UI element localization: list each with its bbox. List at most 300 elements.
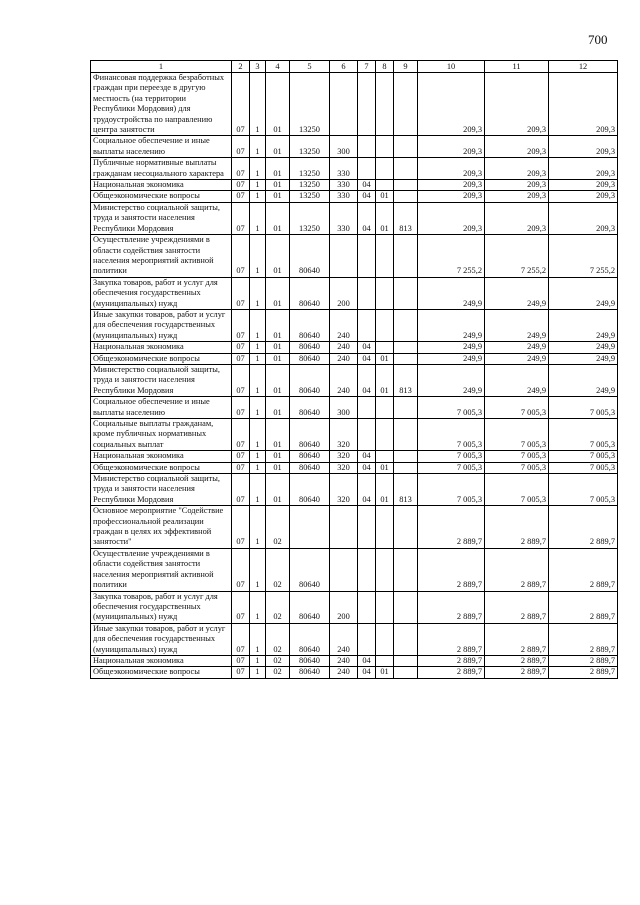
table-cell: 01 (266, 73, 290, 136)
table-cell (376, 235, 394, 278)
table-cell: 249,9 (549, 364, 618, 396)
table-cell: 330 (330, 158, 358, 180)
table-cell: 1 (250, 506, 266, 549)
table-cell (358, 277, 376, 309)
table-row (91, 180, 618, 191)
table-cell: 1 (250, 342, 266, 353)
column-header-12: 12 (549, 61, 618, 73)
table-cell: 04 (358, 191, 376, 202)
table-cell: 249,9 (418, 353, 485, 364)
row-name-cell: Финансовая поддержка безработных граждан при переезде в другую местность (на территории Республики Мордовия) для трудоустройства по направлению центра занятости (91, 73, 232, 136)
table-cell: 813 (394, 474, 418, 506)
table-cell: 240 (330, 364, 358, 396)
table-row (91, 591, 618, 623)
table-cell: 80640 (290, 309, 330, 341)
table-row (91, 364, 618, 396)
table-cell: 7 005,3 (418, 474, 485, 506)
table-cell: 01 (266, 397, 290, 419)
table-cell: 240 (330, 342, 358, 353)
table-cell: 209,3 (485, 73, 549, 136)
table-row (91, 462, 618, 473)
table-cell: 02 (266, 667, 290, 678)
table-cell: 07 (232, 548, 250, 591)
table-cell (358, 73, 376, 136)
table-cell (376, 180, 394, 191)
table-cell: 2 889,7 (418, 548, 485, 591)
table-cell: 80640 (290, 667, 330, 678)
page-number: 700 (588, 32, 608, 47)
table-cell: 7 005,3 (549, 451, 618, 462)
table-cell: 01 (266, 191, 290, 202)
table-cell: 249,9 (418, 364, 485, 396)
table-cell: 1 (250, 397, 266, 419)
table-cell: 04 (358, 202, 376, 234)
table-cell: 04 (358, 462, 376, 473)
table-cell (394, 506, 418, 549)
table-cell: 2 889,7 (485, 667, 549, 678)
table-cell: 80640 (290, 591, 330, 623)
table-row (91, 655, 618, 666)
table-cell: 01 (266, 277, 290, 309)
table-cell: 07 (232, 451, 250, 462)
table-cell (394, 655, 418, 666)
table-cell: 02 (266, 506, 290, 549)
table-cell: 1 (250, 474, 266, 506)
column-header-9: 9 (394, 61, 418, 73)
table-cell: 1 (250, 655, 266, 666)
table-cell: 7 255,2 (485, 235, 549, 278)
table-cell: 02 (266, 623, 290, 655)
table-cell: 320 (330, 419, 358, 451)
table-cell: 209,3 (485, 136, 549, 158)
table-row (91, 623, 618, 655)
table-cell: 330 (330, 191, 358, 202)
table-cell: 07 (232, 353, 250, 364)
table-cell: 07 (232, 364, 250, 396)
table-cell: 7 005,3 (549, 462, 618, 473)
table-row (91, 73, 618, 136)
row-name-cell: Публичные нормативные выплаты гражданам несоциального характера (91, 158, 232, 180)
table-cell: 320 (330, 462, 358, 473)
table-cell: 04 (358, 451, 376, 462)
table-cell: 209,3 (418, 73, 485, 136)
table-cell: 80640 (290, 235, 330, 278)
row-name-cell: Иные закупки товаров, работ и услуг для обеспечения государственных (муниципальных) нужд (91, 309, 232, 341)
table-row (91, 277, 618, 309)
table-cell: 7 005,3 (549, 474, 618, 506)
table-cell: 2 889,7 (485, 623, 549, 655)
table-cell: 7 005,3 (549, 397, 618, 419)
table-row (91, 158, 618, 180)
table-cell: 209,3 (485, 180, 549, 191)
table-cell: 240 (330, 655, 358, 666)
table-cell: 1 (250, 364, 266, 396)
table-cell: 07 (232, 191, 250, 202)
table-cell: 13250 (290, 158, 330, 180)
table-cell (376, 548, 394, 591)
table-cell: 01 (266, 136, 290, 158)
table-cell: 209,3 (549, 191, 618, 202)
table-cell: 209,3 (418, 180, 485, 191)
table-row (91, 191, 618, 202)
row-name-cell: Общеэкономические вопросы (91, 462, 232, 473)
table-cell: 04 (358, 474, 376, 506)
table-cell (358, 623, 376, 655)
table-row (91, 353, 618, 364)
column-header-8: 8 (376, 61, 394, 73)
table-cell: 01 (266, 180, 290, 191)
column-header-11: 11 (485, 61, 549, 73)
table-cell: 240 (330, 309, 358, 341)
table-cell: 7 005,3 (485, 474, 549, 506)
table-row (91, 548, 618, 591)
table-cell: 80640 (290, 419, 330, 451)
table-cell: 13250 (290, 73, 330, 136)
table-cell: 249,9 (485, 309, 549, 341)
table-cell: 01 (376, 667, 394, 678)
row-name-cell: Национальная экономика (91, 342, 232, 353)
table-cell: 80640 (290, 364, 330, 396)
table-cell (394, 342, 418, 353)
column-header-5: 5 (290, 61, 330, 73)
table-cell: 01 (266, 202, 290, 234)
table-cell (376, 451, 394, 462)
table-cell: 7 005,3 (418, 397, 485, 419)
table-cell: 07 (232, 474, 250, 506)
table-cell: 240 (330, 623, 358, 655)
table-cell: 07 (232, 309, 250, 341)
table-cell: 07 (232, 158, 250, 180)
table-cell: 01 (266, 364, 290, 396)
table-cell: 1 (250, 462, 266, 473)
row-name-cell: Осуществление учреждениями в области содействия занятости населения мероприятий активной политики (91, 548, 232, 591)
table-cell: 200 (330, 591, 358, 623)
table-cell: 07 (232, 506, 250, 549)
table-cell: 80640 (290, 474, 330, 506)
table-cell: 249,9 (485, 353, 549, 364)
table-cell (358, 397, 376, 419)
table-cell (376, 342, 394, 353)
table-cell: 07 (232, 342, 250, 353)
table-cell: 80640 (290, 353, 330, 364)
row-name-cell: Общеэкономические вопросы (91, 353, 232, 364)
table-cell: 7 005,3 (549, 419, 618, 451)
table-cell: 249,9 (485, 364, 549, 396)
table-cell: 13250 (290, 191, 330, 202)
table-row (91, 235, 618, 278)
table-cell: 02 (266, 548, 290, 591)
table-cell: 330 (330, 180, 358, 191)
table-cell: 249,9 (418, 342, 485, 353)
table-cell: 1 (250, 591, 266, 623)
table-cell: 7 005,3 (485, 397, 549, 419)
table-cell (394, 180, 418, 191)
table-cell: 07 (232, 397, 250, 419)
table-cell: 04 (358, 655, 376, 666)
table-cell (358, 591, 376, 623)
table-cell: 1 (250, 277, 266, 309)
table-cell: 1 (250, 235, 266, 278)
table-cell (394, 191, 418, 202)
table-cell (394, 309, 418, 341)
row-name-cell: Национальная экономика (91, 451, 232, 462)
table-cell: 04 (358, 180, 376, 191)
table-cell: 249,9 (418, 309, 485, 341)
table-cell: 01 (266, 353, 290, 364)
table-cell (394, 591, 418, 623)
budget-table (90, 60, 618, 679)
table-cell (376, 419, 394, 451)
table-cell: 80640 (290, 462, 330, 473)
table-cell (376, 623, 394, 655)
table-cell: 2 889,7 (485, 655, 549, 666)
table-cell: 01 (376, 474, 394, 506)
table-row (91, 136, 618, 158)
table-cell: 1 (250, 136, 266, 158)
table-cell (376, 655, 394, 666)
table-cell: 249,9 (418, 277, 485, 309)
table-cell: 209,3 (418, 136, 485, 158)
table-cell (330, 506, 358, 549)
table-cell: 01 (266, 462, 290, 473)
table-cell: 07 (232, 419, 250, 451)
table-cell (394, 451, 418, 462)
table-cell: 01 (266, 419, 290, 451)
table-cell: 209,3 (549, 73, 618, 136)
table-cell: 01 (266, 342, 290, 353)
table-cell (394, 397, 418, 419)
table-cell: 07 (232, 202, 250, 234)
table-row (91, 397, 618, 419)
table-cell: 2 889,7 (418, 623, 485, 655)
table-row (91, 342, 618, 353)
table-cell (394, 353, 418, 364)
table-cell: 249,9 (549, 277, 618, 309)
table-row (91, 667, 618, 678)
table-cell (376, 506, 394, 549)
table-cell: 07 (232, 462, 250, 473)
table-cell: 80640 (290, 277, 330, 309)
table-body (91, 73, 618, 679)
table-cell: 1 (250, 158, 266, 180)
row-name-cell: Социальное обеспечение и иные выплаты населению (91, 397, 232, 419)
table-cell (394, 73, 418, 136)
row-name-cell: Министерство социальной защиты, труда и занятости населения Республики Мордовия (91, 364, 232, 396)
table-cell: 249,9 (549, 342, 618, 353)
table-cell: 02 (266, 655, 290, 666)
table-cell: 209,3 (418, 202, 485, 234)
column-header-3: 3 (250, 61, 266, 73)
table-cell: 1 (250, 202, 266, 234)
table-cell (394, 277, 418, 309)
table-cell: 80640 (290, 548, 330, 591)
table-cell: 80640 (290, 623, 330, 655)
table-cell: 320 (330, 451, 358, 462)
table-cell: 2 889,7 (549, 506, 618, 549)
table-cell (394, 462, 418, 473)
table-cell (376, 309, 394, 341)
table-cell: 13250 (290, 202, 330, 234)
table-cell: 249,9 (549, 353, 618, 364)
table-cell (376, 277, 394, 309)
table-cell: 7 005,3 (485, 451, 549, 462)
table-row (91, 506, 618, 549)
table-cell: 209,3 (418, 158, 485, 180)
table-cell (358, 158, 376, 180)
table-cell: 209,3 (549, 180, 618, 191)
column-header-10: 10 (418, 61, 485, 73)
table-cell: 209,3 (485, 202, 549, 234)
table-cell: 209,3 (485, 158, 549, 180)
table-header (91, 61, 618, 73)
table-cell: 01 (376, 353, 394, 364)
table-cell: 2 889,7 (485, 548, 549, 591)
table-cell: 813 (394, 364, 418, 396)
table-cell: 01 (376, 202, 394, 234)
table-cell: 07 (232, 73, 250, 136)
table-cell: 07 (232, 591, 250, 623)
table-cell: 2 889,7 (549, 548, 618, 591)
table-cell (358, 235, 376, 278)
table-cell: 249,9 (549, 309, 618, 341)
row-name-cell: Осуществление учреждениями в области содействия занятости населения мероприятий активной политики (91, 235, 232, 278)
table-cell: 1 (250, 451, 266, 462)
table-cell: 07 (232, 180, 250, 191)
column-header-4: 4 (266, 61, 290, 73)
table-row (91, 474, 618, 506)
table-cell: 2 889,7 (549, 655, 618, 666)
table-cell: 200 (330, 277, 358, 309)
table-cell: 813 (394, 202, 418, 234)
table-cell (376, 397, 394, 419)
table-cell: 1 (250, 73, 266, 136)
table-cell: 13250 (290, 180, 330, 191)
table-cell: 04 (358, 353, 376, 364)
row-name-cell: Иные закупки товаров, работ и услуг для обеспечения государственных (муниципальных) нужд (91, 623, 232, 655)
row-name-cell: Министерство социальной защиты, труда и занятости населения Республики Мордовия (91, 202, 232, 234)
row-name-cell: Закупка товаров, работ и услуг для обеспечения государственных (муниципальных) нужд (91, 591, 232, 623)
table-cell: 01 (376, 191, 394, 202)
table-row (91, 202, 618, 234)
table-cell: 07 (232, 655, 250, 666)
table-cell: 7 005,3 (418, 462, 485, 473)
table-cell: 209,3 (549, 158, 618, 180)
table-cell (394, 548, 418, 591)
header-row (91, 61, 618, 73)
table-cell (394, 623, 418, 655)
table-cell: 1 (250, 309, 266, 341)
table-cell (330, 235, 358, 278)
table-cell: 01 (266, 474, 290, 506)
table-cell: 249,9 (485, 342, 549, 353)
table-cell: 2 889,7 (418, 655, 485, 666)
table-cell: 07 (232, 667, 250, 678)
table-cell: 209,3 (549, 136, 618, 158)
table-cell: 2 889,7 (549, 667, 618, 678)
table-cell: 2 889,7 (549, 623, 618, 655)
table-cell (376, 591, 394, 623)
table-cell (358, 506, 376, 549)
table-cell: 13250 (290, 136, 330, 158)
table-row (91, 419, 618, 451)
row-name-cell: Общеэкономические вопросы (91, 667, 232, 678)
table-cell: 249,9 (485, 277, 549, 309)
table-cell: 01 (376, 462, 394, 473)
table-cell: 1 (250, 667, 266, 678)
table-cell (394, 235, 418, 278)
table-cell: 04 (358, 342, 376, 353)
table-cell: 7 005,3 (485, 419, 549, 451)
table-cell (358, 548, 376, 591)
table-cell: 1 (250, 623, 266, 655)
table-cell (376, 73, 394, 136)
row-name-cell: Социальное обеспечение и иные выплаты населению (91, 136, 232, 158)
table-cell: 80640 (290, 451, 330, 462)
table-cell: 2 889,7 (549, 591, 618, 623)
table-cell (290, 506, 330, 549)
table-cell: 1 (250, 353, 266, 364)
column-header-1: 1 (91, 61, 232, 73)
table-cell: 240 (330, 667, 358, 678)
table-cell: 1 (250, 548, 266, 591)
table-cell: 07 (232, 136, 250, 158)
table-cell: 02 (266, 591, 290, 623)
table-cell: 2 889,7 (418, 591, 485, 623)
table-cell: 04 (358, 364, 376, 396)
table-cell: 300 (330, 397, 358, 419)
table-cell: 209,3 (418, 191, 485, 202)
table-cell: 01 (266, 451, 290, 462)
table-cell: 209,3 (549, 202, 618, 234)
table-cell: 7 255,2 (549, 235, 618, 278)
row-name-cell: Общеэкономические вопросы (91, 191, 232, 202)
table-cell: 01 (266, 235, 290, 278)
table-cell: 2 889,7 (418, 506, 485, 549)
table-cell (358, 136, 376, 158)
table-cell: 7 255,2 (418, 235, 485, 278)
table-cell: 07 (232, 277, 250, 309)
table-cell: 330 (330, 202, 358, 234)
table-cell (358, 419, 376, 451)
row-name-cell: Социальные выплаты гражданам, кроме публичных нормативных социальных выплат (91, 419, 232, 451)
row-name-cell: Национальная экономика (91, 655, 232, 666)
table-cell: 07 (232, 235, 250, 278)
table-row (91, 451, 618, 462)
table-cell: 80640 (290, 342, 330, 353)
row-name-cell: Закупка товаров, работ и услуг для обеспечения государственных (муниципальных) нужд (91, 277, 232, 309)
table-cell (394, 419, 418, 451)
column-header-7: 7 (358, 61, 376, 73)
table-cell: 80640 (290, 397, 330, 419)
row-name-cell: Министерство социальной защиты, труда и занятости населения Республики Мордовия (91, 474, 232, 506)
table-cell: 7 005,3 (418, 419, 485, 451)
table-cell: 01 (266, 158, 290, 180)
table-cell: 07 (232, 623, 250, 655)
column-header-2: 2 (232, 61, 250, 73)
table-cell: 300 (330, 136, 358, 158)
table-cell: 7 005,3 (485, 462, 549, 473)
row-name-cell: Основное мероприятие "Содействие профессиональной реализации граждан в целях их эффективной занятости" (91, 506, 232, 549)
table-cell (330, 548, 358, 591)
table-cell: 04 (358, 667, 376, 678)
table-cell: 320 (330, 474, 358, 506)
table-cell: 209,3 (485, 191, 549, 202)
table-row (91, 309, 618, 341)
table-cell: 2 889,7 (418, 667, 485, 678)
table-cell (376, 136, 394, 158)
table-cell (358, 309, 376, 341)
table-cell (394, 667, 418, 678)
